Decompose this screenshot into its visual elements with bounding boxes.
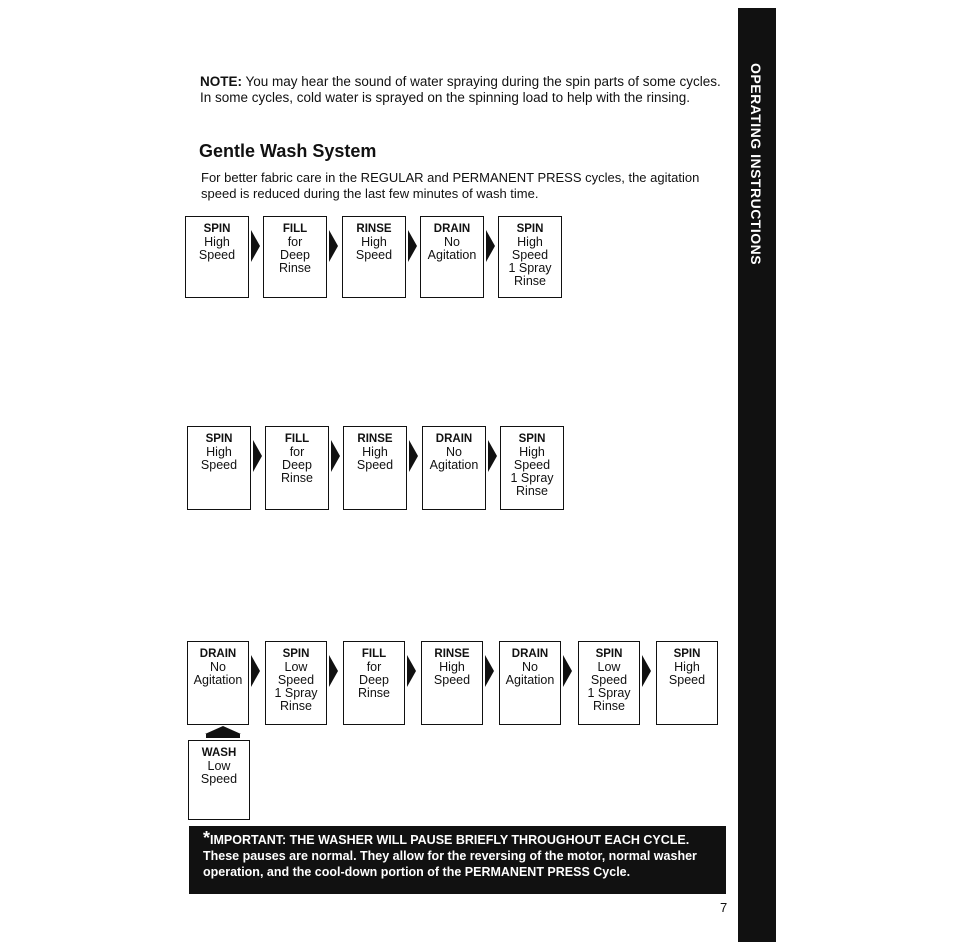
cycle-step-line: Rinse (280, 699, 312, 713)
cycle-step-line: SPIN (673, 648, 701, 660)
arrow-right-icon (251, 655, 260, 687)
cycle-step-line: SPIN (205, 433, 233, 445)
wash-box (188, 740, 250, 820)
cycle-step-line: Speed (200, 458, 238, 472)
cycle-step-line: DRAIN (433, 223, 471, 235)
cycle-step-line: Speed (356, 458, 394, 472)
cycle-step-line: DRAIN (435, 433, 473, 445)
cycle-step-box (499, 641, 561, 725)
cycle-step-line: High (674, 660, 700, 674)
cycle-step-line: FILL (361, 648, 387, 660)
arrow-right-icon (329, 230, 338, 262)
wash-box-line: WASH (201, 747, 237, 759)
cycle-step-line: High (204, 235, 230, 249)
cycle-step-box (422, 426, 486, 510)
cycle-step-line: RINSE (356, 223, 392, 235)
cycle-step-line: for (287, 235, 303, 249)
cycle-step-line: Rinse (516, 484, 548, 498)
cycle-step-line: FILL (284, 433, 310, 445)
cycle-step-line: High (517, 235, 543, 249)
intro-paragraph: For better fabric care in the REGULAR and PERMANENT PRESS cycles, the agitation speed is reduced during the last few minutes of wash time. (201, 170, 700, 201)
cycle-step-line: RINSE (434, 648, 470, 660)
cycle-step-line: Rinse (281, 471, 313, 485)
asterisk: * (203, 828, 211, 848)
cycle-step-box (187, 426, 251, 510)
cycle-step-line: Deep (359, 673, 389, 687)
cycle-step-line: DRAIN (511, 648, 549, 660)
cycle-step-box (343, 426, 407, 510)
cycle-step-box (420, 216, 484, 298)
arrow-right-icon (251, 230, 260, 262)
cycle-step-line: Agitation (429, 458, 479, 472)
cycle-step-box (421, 641, 483, 725)
cycle-step-line: High (362, 445, 388, 459)
cycle-step-line: High (439, 660, 465, 674)
cycle-step-box (498, 216, 562, 298)
cycle-step-line: No (446, 445, 462, 459)
cycle-step-box (265, 426, 329, 510)
wash-box-line: Speed (200, 772, 238, 786)
sidebar-title: OPERATING INSTRUCTIONS (748, 63, 764, 266)
arrow-right-icon (407, 655, 416, 687)
cycle-step-line: Rinse (593, 699, 625, 713)
cycle-step-line: Speed (355, 248, 393, 262)
cycle-step-line: RINSE (357, 433, 393, 445)
cycle-step-line: Deep (282, 458, 312, 472)
cycle-step-line: Rinse (279, 261, 311, 275)
cycle-step-line: for (289, 445, 305, 459)
note-label: NOTE: (200, 74, 242, 89)
cycle-step-line: SPIN (518, 433, 546, 445)
cycle-step-box (265, 641, 327, 725)
sidebar-tab (738, 8, 776, 942)
cycle-step-line: No (444, 235, 460, 249)
cycle-step-line: DRAIN (199, 648, 237, 660)
cycle-step-line: Low (284, 660, 308, 674)
cycle-step-line: Rinse (514, 274, 546, 288)
cycle-step-line: Agitation (427, 248, 477, 262)
cycle-step-line: Speed (198, 248, 236, 262)
arrow-right-icon (486, 230, 495, 262)
cycle-step-line: SPIN (516, 223, 544, 235)
cycle-step-line: Speed (433, 673, 471, 687)
cycle-step-line: 1 Spray (587, 686, 631, 700)
cycle-step-line: FILL (282, 223, 308, 235)
cycle-step-line: Rinse (358, 686, 390, 700)
cycle-step-line: 1 Spray (510, 471, 554, 485)
cycle-step-line: Speed (590, 673, 628, 687)
cycle-step-box (263, 216, 327, 298)
cycle-step-line: SPIN (595, 648, 623, 660)
cycle-step-box (187, 641, 249, 725)
cycle-step-box (343, 641, 405, 725)
arrow-right-icon (253, 440, 262, 472)
cycle-step-line: Low (597, 660, 621, 674)
cycle-step-line: Deep (280, 248, 310, 262)
important-banner (189, 826, 726, 894)
arrow-right-icon (329, 655, 338, 687)
cycle-step-line: 1 Spray (508, 261, 552, 275)
arrow-right-icon (642, 655, 651, 687)
arrow-right-icon (331, 440, 340, 472)
arrow-up-icon (203, 724, 243, 740)
cycle-step-line: No (210, 660, 226, 674)
important-line-1: *IMPORTANT: THE WASHER WILL PAUSE BRIEFLY THROUGHOUT EACH CYCLE. (203, 828, 690, 848)
cycle-step-box (185, 216, 249, 298)
cycle-step-box (342, 216, 406, 298)
cycle-step-box (500, 426, 564, 510)
arrow-right-icon (485, 655, 494, 687)
arrow-right-icon (488, 440, 497, 472)
cycle-step-line: SPIN (203, 223, 231, 235)
arrow-right-icon (563, 655, 572, 687)
cycle-step-line: High (361, 235, 387, 249)
note-text: You may hear the sound of water spraying during the spin parts of some cycles. In some cycles, cold water is sprayed on the spinning load to help with the rinsing. (200, 74, 721, 105)
important-line-2: These pauses are normal. They allow for the reversing of the motor, normal washer operation, and the cool-down portion of the PERMANENT PRESS Cycle. (203, 849, 697, 879)
cycle-step-line: High (519, 445, 545, 459)
note-paragraph (200, 74, 725, 106)
cycle-step-line: Speed (513, 458, 551, 472)
cycle-step-line: for (366, 660, 382, 674)
cycle-step-line: Speed (511, 248, 549, 262)
cycle-step-line: High (206, 445, 232, 459)
cycle-step-box (578, 641, 640, 725)
cycle-step-line: Agitation (505, 673, 555, 687)
cycle-step-line: Speed (277, 673, 315, 687)
cycle-step-line: SPIN (282, 648, 310, 660)
cycle-step-line: 1 Spray (274, 686, 318, 700)
arrow-right-icon (409, 440, 418, 472)
arrow-right-icon (408, 230, 417, 262)
cycle-step-line: Speed (668, 673, 706, 687)
cycle-step-box (656, 641, 718, 725)
wash-box-line: Low (207, 759, 231, 773)
section-heading: Gentle Wash System (199, 141, 377, 161)
page-number: 7 (720, 900, 728, 915)
cycle-step-line: Agitation (193, 673, 243, 687)
cycle-step-line: No (522, 660, 538, 674)
